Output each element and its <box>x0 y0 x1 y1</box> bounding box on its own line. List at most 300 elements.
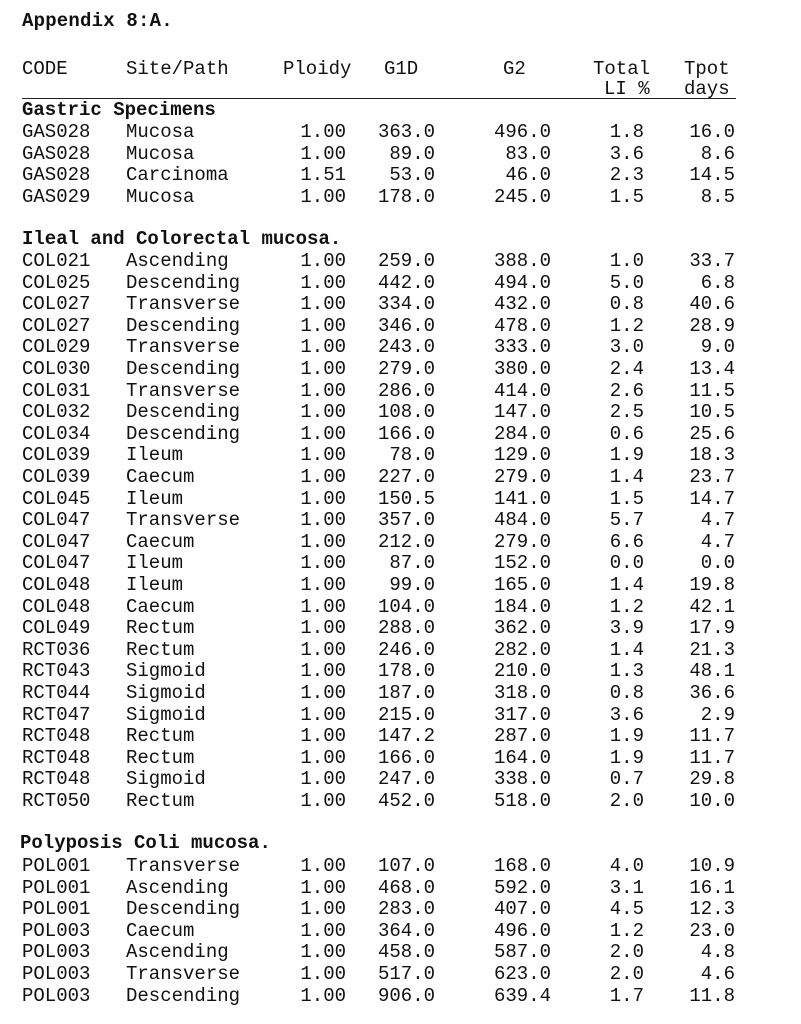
row-g1d: 346.0 <box>377 314 435 337</box>
row-site: Descending <box>126 271 241 294</box>
row-g1d: 178.0 <box>377 185 435 208</box>
table-row <box>0 531 801 552</box>
row-g2: 287.0 <box>493 725 551 748</box>
row-tpot: 4.6 <box>700 963 735 985</box>
row-site: Ileum <box>126 574 184 596</box>
row-tpot: 23.7 <box>689 466 735 488</box>
table-row <box>0 336 801 357</box>
row-total-li: 1.4 <box>609 638 644 661</box>
appendix-title: Appendix 8:A. <box>22 10 173 32</box>
row-site: Mucosa <box>126 121 195 143</box>
row-code: RCT048 <box>22 725 91 748</box>
row-g1d: 53.0 <box>389 164 435 187</box>
row-tpot: 11.7 <box>689 725 735 748</box>
row-ploidy: 1.00 <box>300 401 346 424</box>
row-ploidy: 1.00 <box>300 682 346 704</box>
row-g1d: 458.0 <box>377 941 435 964</box>
table-row <box>0 315 801 336</box>
row-g2: 592.0 <box>493 876 551 899</box>
row-code: POL003 <box>22 984 91 1007</box>
row-site: Sigmoid <box>126 660 206 683</box>
table-row <box>0 164 801 185</box>
row-site: Caecum <box>126 919 195 942</box>
row-total-li: 4.5 <box>609 898 644 921</box>
row-ploidy: 1.00 <box>300 660 346 683</box>
row-code: COL047 <box>22 530 91 553</box>
row-tpot: 18.3 <box>689 444 735 467</box>
row-ploidy: 1.00 <box>300 595 346 618</box>
table-row <box>0 423 801 444</box>
row-code: COL048 <box>22 595 91 618</box>
row-ploidy: 1.00 <box>300 725 346 748</box>
header-code: CODE <box>22 58 68 80</box>
row-g2: 318.0 <box>493 682 551 704</box>
table-row <box>0 488 801 509</box>
row-site: Transverse <box>126 855 241 877</box>
row-tpot: 14.5 <box>689 164 735 187</box>
row-g1d: 364.0 <box>377 919 435 942</box>
row-g1d: 243.0 <box>377 336 435 359</box>
row-site: Transverse <box>126 509 241 532</box>
row-g1d: 187.0 <box>377 682 435 704</box>
row-ploidy: 1.00 <box>300 121 346 143</box>
row-ploidy: 1.00 <box>300 790 346 812</box>
row-tpot: 4.8 <box>700 941 735 964</box>
row-g1d: 246.0 <box>377 638 435 661</box>
row-tpot: 0.0 <box>700 552 735 575</box>
row-site: Ileum <box>126 487 184 510</box>
row-ploidy: 1.00 <box>300 617 346 640</box>
row-site: Transverse <box>126 379 241 402</box>
row-ploidy: 1.00 <box>300 768 346 791</box>
row-total-li: 1.4 <box>609 466 644 488</box>
row-g2: 414.0 <box>493 379 551 402</box>
row-code: POL001 <box>22 876 91 899</box>
row-g2: 484.0 <box>493 509 551 532</box>
row-tpot: 8.5 <box>700 185 735 208</box>
row-tpot: 11.5 <box>689 379 735 402</box>
row-total-li: 1.8 <box>609 121 644 143</box>
row-ploidy: 1.00 <box>300 271 346 294</box>
row-ploidy: 1.00 <box>300 574 346 596</box>
row-site: Rectum <box>126 746 195 769</box>
row-ploidy: 1.00 <box>300 746 346 769</box>
table-row <box>0 272 801 293</box>
row-g1d: 104.0 <box>377 595 435 618</box>
row-ploidy: 1.00 <box>300 530 346 553</box>
row-site: Descending <box>126 422 241 445</box>
row-tpot: 42.1 <box>689 595 735 618</box>
row-code: COL029 <box>22 336 91 359</box>
row-tpot: 8.6 <box>700 142 735 165</box>
row-g1d: 279.0 <box>377 358 435 380</box>
row-total-li: 1.2 <box>609 919 644 942</box>
row-g2: 245.0 <box>493 185 551 208</box>
table-row <box>0 747 801 768</box>
row-ploidy: 1.00 <box>300 336 346 359</box>
header-li-line2: LI % <box>604 78 650 100</box>
row-total-li: 3.9 <box>609 617 644 640</box>
row-site: Rectum <box>126 617 195 640</box>
row-site: Caecum <box>126 466 195 488</box>
table-row <box>0 898 801 919</box>
header-ploidy: Ploidy <box>283 58 352 80</box>
table-row <box>0 768 801 789</box>
row-g1d: 227.0 <box>377 466 435 488</box>
row-g2: 168.0 <box>493 855 551 877</box>
row-total-li: 3.1 <box>609 876 644 899</box>
row-code: RCT048 <box>22 768 91 791</box>
table-row <box>0 985 801 1006</box>
row-tpot: 40.6 <box>689 293 735 316</box>
row-g2: 496.0 <box>493 919 551 942</box>
table-row <box>0 358 801 379</box>
row-tpot: 16.0 <box>689 121 735 143</box>
row-ploidy: 1.00 <box>300 898 346 921</box>
row-total-li: 2.5 <box>609 401 644 424</box>
row-g1d: 215.0 <box>377 703 435 726</box>
row-total-li: 1.2 <box>609 595 644 618</box>
header-tpot-line1: Tpot <box>684 58 730 80</box>
row-ploidy: 1.00 <box>300 466 346 488</box>
row-total-li: 3.6 <box>609 142 644 165</box>
table-row <box>0 186 801 207</box>
row-code: COL032 <box>22 401 91 424</box>
row-tpot: 16.1 <box>689 876 735 899</box>
row-g2: 478.0 <box>493 314 551 337</box>
header-li-line1: Total <box>593 58 651 80</box>
table-row <box>0 401 801 422</box>
row-g1d: 452.0 <box>377 790 435 812</box>
row-ploidy: 1.00 <box>300 855 346 877</box>
row-ploidy: 1.00 <box>300 293 346 316</box>
row-site: Descending <box>126 898 241 921</box>
row-g1d: 286.0 <box>377 379 435 402</box>
row-code: POL001 <box>22 898 91 921</box>
row-total-li: 3.6 <box>609 703 644 726</box>
row-total-li: 6.6 <box>609 530 644 553</box>
row-ploidy: 1.00 <box>300 941 346 964</box>
row-g1d: 87.0 <box>389 552 435 575</box>
row-g1d: 442.0 <box>377 271 435 294</box>
row-tpot: 25.6 <box>689 422 735 445</box>
table-row <box>0 660 801 681</box>
row-g1d: 99.0 <box>389 574 435 596</box>
table-row <box>0 509 801 530</box>
row-code: RCT044 <box>22 682 91 704</box>
row-total-li: 1.5 <box>609 185 644 208</box>
table-row <box>0 444 801 465</box>
row-tpot: 11.7 <box>689 746 735 769</box>
row-site: Transverse <box>126 336 241 359</box>
table-row <box>0 466 801 487</box>
row-g1d: 517.0 <box>377 963 435 985</box>
row-g2: 587.0 <box>493 941 551 964</box>
row-tpot: 4.7 <box>700 509 735 532</box>
row-g2: 333.0 <box>493 336 551 359</box>
row-g2: 362.0 <box>493 617 551 640</box>
row-tpot: 11.8 <box>689 984 735 1007</box>
row-site: Descending <box>126 314 241 337</box>
table-row <box>0 552 801 573</box>
row-ploidy: 1.00 <box>300 509 346 532</box>
row-g2: 380.0 <box>493 358 551 380</box>
row-code: COL049 <box>22 617 91 640</box>
row-total-li: 1.7 <box>609 984 644 1007</box>
row-total-li: 4.0 <box>609 855 644 877</box>
header-tpot-line2: days <box>684 78 730 100</box>
row-ploidy: 1.00 <box>300 963 346 985</box>
row-g2: 623.0 <box>493 963 551 985</box>
row-tpot: 6.8 <box>700 271 735 294</box>
row-tpot: 21.3 <box>689 638 735 661</box>
table-row <box>0 639 801 660</box>
row-tpot: 29.8 <box>689 768 735 791</box>
row-code: RCT036 <box>22 638 91 661</box>
row-ploidy: 1.00 <box>300 422 346 445</box>
row-ploidy: 1.00 <box>300 314 346 337</box>
row-code: COL047 <box>22 552 91 575</box>
row-total-li: 5.0 <box>609 271 644 294</box>
header-g2: G2 <box>503 58 526 80</box>
row-site: Sigmoid <box>126 768 206 791</box>
table-row <box>0 855 801 876</box>
row-g2: 147.0 <box>493 401 551 424</box>
row-g2: 494.0 <box>493 271 551 294</box>
row-ploidy: 1.00 <box>300 876 346 899</box>
row-site: Sigmoid <box>126 703 206 726</box>
row-code: COL031 <box>22 379 91 402</box>
row-tpot: 10.5 <box>689 401 735 424</box>
row-tpot: 19.8 <box>689 574 735 596</box>
row-total-li: 2.6 <box>609 379 644 402</box>
row-g2: 284.0 <box>493 422 551 445</box>
row-total-li: 1.4 <box>609 574 644 596</box>
row-tpot: 10.9 <box>689 855 735 877</box>
row-total-li: 0.6 <box>609 422 644 445</box>
table-row <box>0 121 801 142</box>
row-tpot: 17.9 <box>689 617 735 640</box>
row-g2: 338.0 <box>493 768 551 791</box>
row-ploidy: 1.00 <box>300 358 346 380</box>
row-g1d: 357.0 <box>377 509 435 532</box>
row-code: COL039 <box>22 444 91 467</box>
row-total-li: 1.5 <box>609 487 644 510</box>
row-g2: 141.0 <box>493 487 551 510</box>
row-g1d: 283.0 <box>377 898 435 921</box>
row-tpot: 28.9 <box>689 314 735 337</box>
header-site: Site/Path <box>126 58 229 80</box>
row-ploidy: 1.00 <box>300 444 346 467</box>
row-site: Rectum <box>126 790 195 812</box>
section-title: Polyposis Coli mucosa. <box>20 832 271 854</box>
row-tpot: 2.9 <box>700 703 735 726</box>
row-site: Sigmoid <box>126 682 206 704</box>
row-tpot: 14.7 <box>689 487 735 510</box>
table-row <box>0 941 801 962</box>
row-g2: 165.0 <box>493 574 551 596</box>
row-g2: 317.0 <box>493 703 551 726</box>
row-tpot: 9.0 <box>700 336 735 359</box>
row-ploidy: 1.00 <box>300 142 346 165</box>
table-row <box>0 963 801 984</box>
row-total-li: 0.7 <box>609 768 644 791</box>
row-total-li: 1.3 <box>609 660 644 683</box>
row-g2: 129.0 <box>493 444 551 467</box>
table-row <box>0 790 801 811</box>
table-row <box>0 250 801 271</box>
row-code: COL045 <box>22 487 91 510</box>
table-row <box>0 617 801 638</box>
row-g2: 518.0 <box>493 790 551 812</box>
row-total-li: 3.0 <box>609 336 644 359</box>
section-title: Gastric Specimens <box>22 99 216 121</box>
table-row <box>0 596 801 617</box>
row-g2: 279.0 <box>493 466 551 488</box>
row-tpot: 13.4 <box>689 358 735 380</box>
row-g1d: 288.0 <box>377 617 435 640</box>
row-total-li: 1.9 <box>609 725 644 748</box>
row-ploidy: 1.00 <box>300 552 346 575</box>
row-code: COL048 <box>22 574 91 596</box>
row-code: COL027 <box>22 314 91 337</box>
row-site: Ascending <box>126 876 229 899</box>
row-site: Caecum <box>126 530 195 553</box>
row-ploidy: 1.00 <box>300 703 346 726</box>
row-ploidy: 1.00 <box>300 984 346 1007</box>
row-total-li: 0.0 <box>609 552 644 575</box>
row-ploidy: 1.00 <box>300 919 346 942</box>
row-total-li: 2.0 <box>609 941 644 964</box>
row-ploidy: 1.00 <box>300 250 346 272</box>
row-total-li: 2.0 <box>609 963 644 985</box>
row-total-li: 2.3 <box>609 164 644 187</box>
row-tpot: 12.3 <box>689 898 735 921</box>
row-ploidy: 1.51 <box>300 164 346 187</box>
header-g1d: G1D <box>384 58 419 80</box>
row-code: POL003 <box>22 919 91 942</box>
row-g2: 152.0 <box>493 552 551 575</box>
row-g2: 496.0 <box>493 121 551 143</box>
row-g2: 639.4 <box>493 984 551 1007</box>
row-code: POL001 <box>22 855 91 877</box>
row-site: Ileum <box>126 552 184 575</box>
row-code: COL025 <box>22 271 91 294</box>
row-g1d: 147.2 <box>377 725 435 748</box>
row-g1d: 89.0 <box>389 142 435 165</box>
row-g1d: 108.0 <box>377 401 435 424</box>
row-site: Descending <box>126 984 241 1007</box>
row-code: GAS028 <box>22 121 91 143</box>
row-g1d: 178.0 <box>377 660 435 683</box>
row-g1d: 212.0 <box>377 530 435 553</box>
row-code: GAS028 <box>22 142 91 165</box>
row-code: COL039 <box>22 466 91 488</box>
row-site: Transverse <box>126 963 241 985</box>
table-row <box>0 143 801 164</box>
row-code: POL003 <box>22 963 91 985</box>
row-site: Mucosa <box>126 142 195 165</box>
row-g2: 388.0 <box>493 250 551 272</box>
table-row <box>0 877 801 898</box>
row-site: Ascending <box>126 941 229 964</box>
row-total-li: 1.2 <box>609 314 644 337</box>
row-total-li: 0.8 <box>609 682 644 704</box>
table-row <box>0 293 801 314</box>
row-tpot: 33.7 <box>689 250 735 272</box>
row-g1d: 259.0 <box>377 250 435 272</box>
row-code: COL034 <box>22 422 91 445</box>
table-row <box>0 920 801 941</box>
row-g1d: 150.5 <box>377 487 435 510</box>
row-g2: 164.0 <box>493 746 551 769</box>
row-site: Transverse <box>126 293 241 316</box>
row-code: COL030 <box>22 358 91 380</box>
row-tpot: 10.0 <box>689 790 735 812</box>
row-site: Rectum <box>126 638 195 661</box>
row-code: POL003 <box>22 941 91 964</box>
row-code: COL021 <box>22 250 91 272</box>
row-g2: 83.0 <box>505 142 551 165</box>
row-g1d: 166.0 <box>377 422 435 445</box>
row-g2: 46.0 <box>505 164 551 187</box>
table-row <box>0 574 801 595</box>
row-g1d: 166.0 <box>377 746 435 769</box>
row-site: Descending <box>126 358 241 380</box>
row-g1d: 468.0 <box>377 876 435 899</box>
row-total-li: 1.9 <box>609 444 644 467</box>
table-row <box>0 704 801 725</box>
row-code: GAS029 <box>22 185 91 208</box>
row-code: RCT050 <box>22 790 91 812</box>
row-g2: 184.0 <box>493 595 551 618</box>
row-g2: 282.0 <box>493 638 551 661</box>
row-g1d: 906.0 <box>377 984 435 1007</box>
row-site: Ascending <box>126 250 229 272</box>
row-ploidy: 1.00 <box>300 185 346 208</box>
row-code: COL027 <box>22 293 91 316</box>
row-total-li: 0.8 <box>609 293 644 316</box>
row-site: Caecum <box>126 595 195 618</box>
row-ploidy: 1.00 <box>300 638 346 661</box>
row-code: RCT047 <box>22 703 91 726</box>
section-title: Ileal and Colorectal mucosa. <box>22 228 342 250</box>
table-row <box>0 380 801 401</box>
row-tpot: 36.6 <box>689 682 735 704</box>
row-g2: 210.0 <box>493 660 551 683</box>
row-ploidy: 1.00 <box>300 379 346 402</box>
row-g1d: 247.0 <box>377 768 435 791</box>
row-code: COL047 <box>22 509 91 532</box>
row-code: RCT043 <box>22 660 91 683</box>
row-g1d: 107.0 <box>377 855 435 877</box>
row-site: Descending <box>126 401 241 424</box>
row-total-li: 2.4 <box>609 358 644 380</box>
row-site: Carcinoma <box>126 164 229 187</box>
row-g2: 279.0 <box>493 530 551 553</box>
row-total-li: 1.0 <box>609 250 644 272</box>
row-site: Ileum <box>126 444 184 467</box>
row-code: GAS028 <box>22 164 91 187</box>
row-site: Mucosa <box>126 185 195 208</box>
table-row <box>0 725 801 746</box>
row-total-li: 2.0 <box>609 790 644 812</box>
row-total-li: 5.7 <box>609 509 644 532</box>
row-tpot: 23.0 <box>689 919 735 942</box>
row-g1d: 78.0 <box>389 444 435 467</box>
row-g2: 407.0 <box>493 898 551 921</box>
row-g2: 432.0 <box>493 293 551 316</box>
